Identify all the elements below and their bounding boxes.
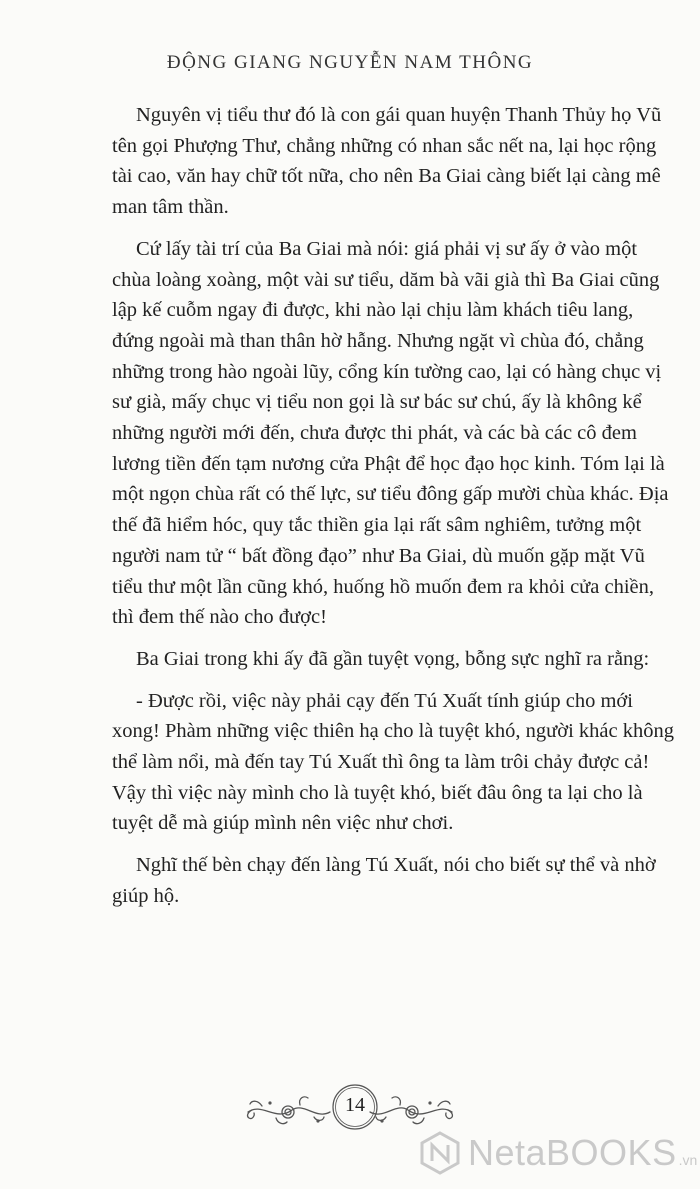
paragraph-4: - Được rồi, việc này phải cạy đến Tú Xuất tính giúp cho mới xong! Phàm những việc thiên hạ cho là tuyệt khó, người khác không thể làm nổi, mà đến tay Tú Xuất thì ông ta làm trôi chảy được cả! Vậy thì việc này mình cho là tuyệt khó, biết đâu ông ta lại cho là tuyệt dễ mà giúp mình nên việc như chơi. bbox=[112, 689, 674, 835]
watermark-suffix: .vn bbox=[678, 1152, 698, 1168]
paragraph-3: Ba Giai trong khi ấy đã gần tuyệt vọng, bỗng sực nghĩ ra rằng: bbox=[136, 647, 650, 670]
paragraph-2: Cứ lấy tài trí của Ba Giai mà nói: giá phải vị sư ấy ở vào một chùa loàng xoàng, một vài sư tiểu, dăm bà vãi già thì Ba Giai cũng lập kế cuỗm ngay đi được, khi nào lại chịu làm khách tiêu lang, đứng ngoài mà than thân hờ hẫng. Nhưng ngặt vì chùa đó, chẳng những trong hào ngoài lũy, cổng kín tường cao, lại có hàng chục vị sư già, mấy chục vị tiểu non gọi là sư bác sư chú, ấy là không kể những người mới đến, chưa được thi phát, và các bà các cô đem lương tiền đến tạm nương cửa Phật để học đạo học kinh. Tóm lại là một ngọn chùa rất có thế lực, sư tiểu đông gấp mười chùa khác. Địa thế đã hiểm hóc, quy tắc thiền gia lại rất sâm nghiêm, tưởng một người nam tử “ bất đồng đạo” như Ba Giai, dù muốn gặp mặt Vũ tiểu thư một lần cũng khó, huống hồ muốn đem ra khỏi cửa chiền, thì đem thế nào cho được! bbox=[112, 237, 669, 629]
running-head: ĐỘNG GIANG NGUYỄN NAM THÔNG bbox=[166, 52, 534, 73]
page-footer bbox=[0, 1076, 700, 1136]
body-text bbox=[112, 100, 674, 923]
watermark bbox=[418, 1128, 698, 1178]
paragraph-1: Nguyên vị tiểu thư đó là con gái quan huyện Thanh Thủy họ Vũ tên gọi Phượng Thư, chẳng những có nhan sắc nết na, lại học rộng tài cao, văn hay chữ tốt nữa, cho nên Ba Giai càng biết lại càng mê man tâm thần. bbox=[112, 104, 662, 219]
netabooks-logo-icon bbox=[418, 1131, 462, 1175]
page-number: 14 bbox=[345, 1094, 365, 1116]
watermark-brand: NetaBOOKS bbox=[468, 1132, 677, 1173]
paragraph-5: Nghĩ thế bèn chạy đến làng Tú Xuất, nói cho biết sự thể và nhờ giúp hộ. bbox=[112, 854, 656, 907]
